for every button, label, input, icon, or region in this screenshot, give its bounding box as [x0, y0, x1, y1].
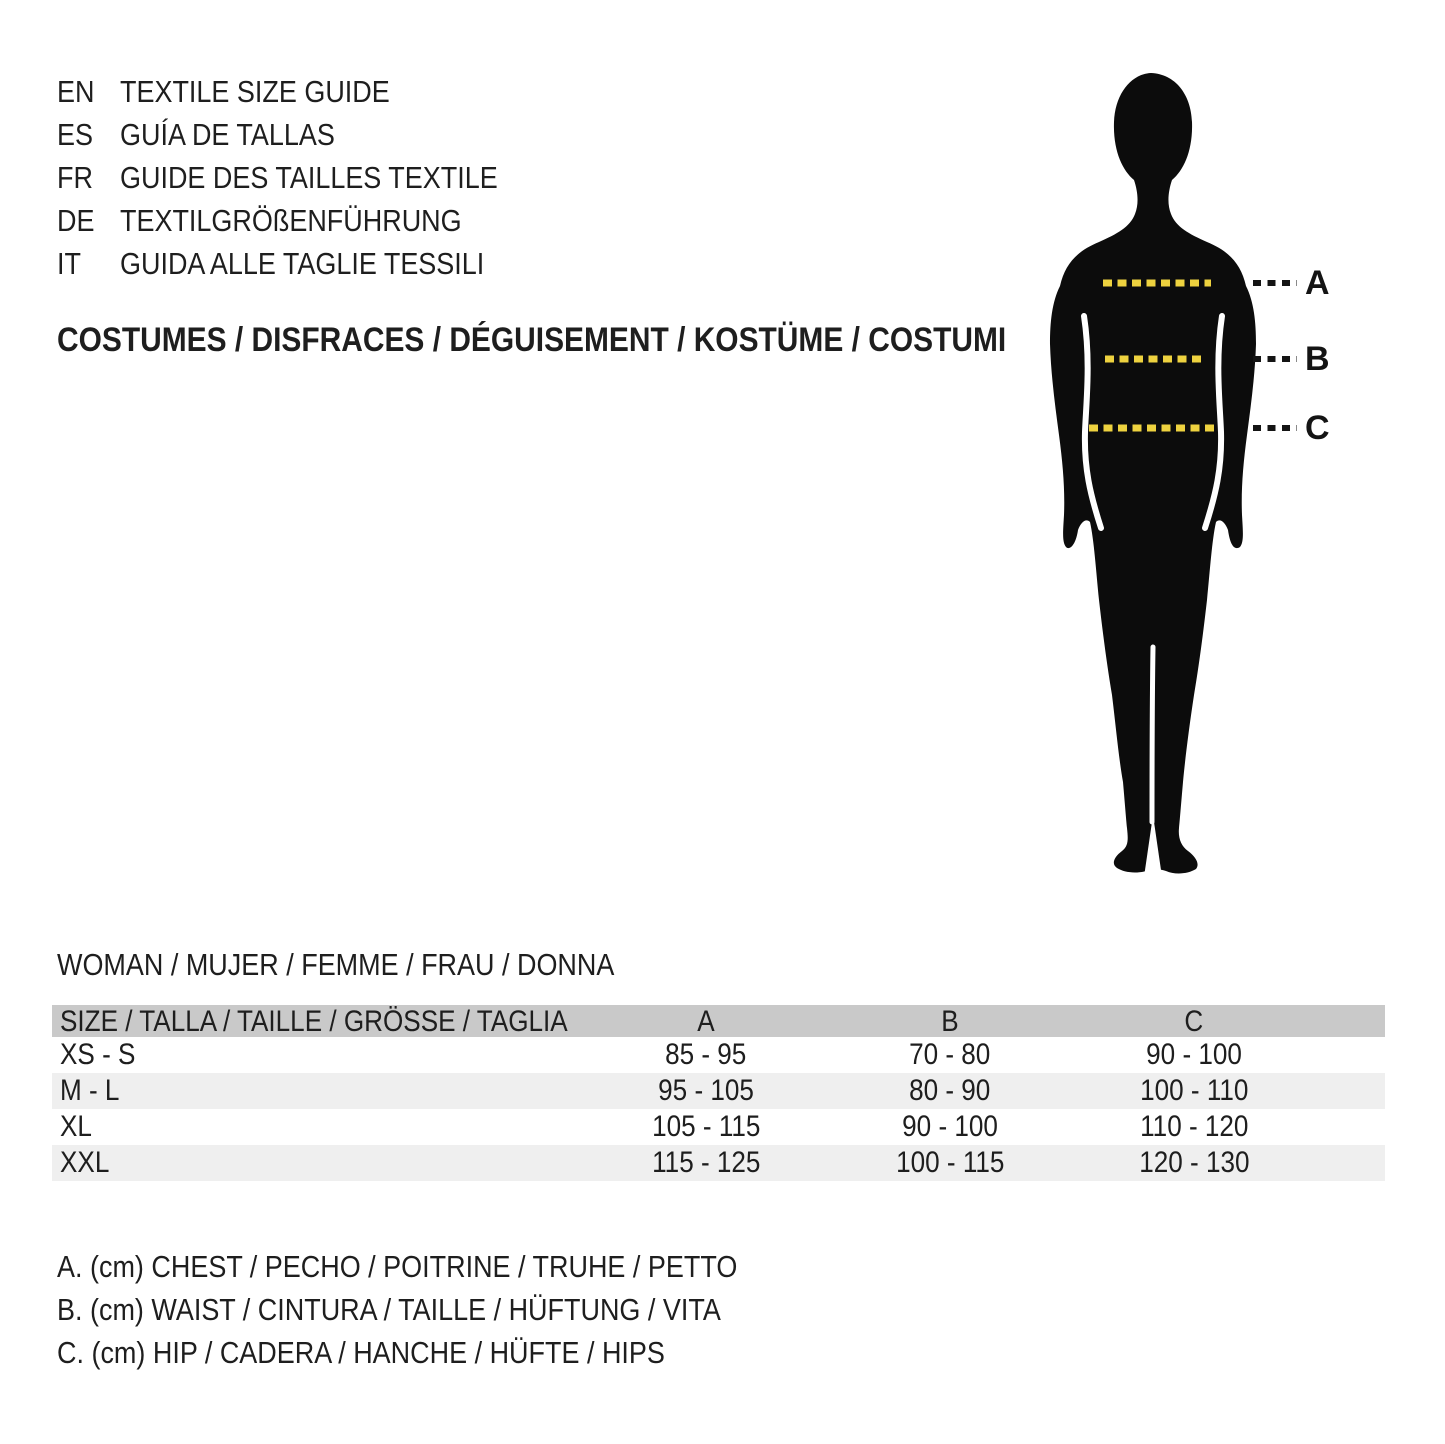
size-table-header-col-b: B [941, 1005, 959, 1038]
language-title-es: GUÍA DE TALLAS [120, 116, 335, 152]
size-table-header-col-c: C [1184, 1005, 1204, 1038]
language-code-en: EN [57, 73, 95, 109]
section-title-woman: WOMAN / MUJER / FEMME / FRAU / DONNA [57, 947, 615, 982]
size-table-row-m-l [52, 1073, 1385, 1109]
size-table-header-label: SIZE / TALLA / TAILLE / GRÖSSE / TAGLIA [60, 1005, 568, 1038]
value-a-cell: 105 - 115 [651, 1110, 761, 1143]
marker-a-label: A [1305, 264, 1330, 302]
language-row-fr [57, 156, 554, 199]
measurement-figure [1013, 70, 1443, 885]
legend-row-chest: A. (cm) CHEST / PECHO / POITRINE / TRUHE / PETTO [57, 1248, 738, 1284]
language-row-de [57, 199, 554, 242]
size-cell: XXL [60, 1146, 110, 1179]
language-title-de: TEXTILGRÖßENFÜHRUNG [120, 202, 462, 238]
marker-b-label: B [1305, 340, 1330, 378]
language-code-de: DE [57, 202, 95, 238]
value-b-cell: 70 - 80 [909, 1038, 991, 1071]
value-a-cell: 115 - 125 [651, 1146, 761, 1179]
language-code-es: ES [57, 116, 93, 152]
size-cell: M - L [60, 1074, 120, 1107]
value-a-cell: 95 - 105 [658, 1074, 754, 1107]
language-list [57, 70, 554, 285]
size-cell: XS - S [60, 1038, 136, 1071]
value-a-cell: 85 - 95 [665, 1038, 747, 1071]
size-table-row-xl [52, 1109, 1385, 1145]
language-title-fr: GUIDE DES TAILLES TEXTILE [120, 159, 498, 195]
language-row-es [57, 113, 554, 156]
size-table-header-col-a: A [697, 1005, 715, 1038]
value-b-cell: 100 - 115 [895, 1146, 1005, 1179]
value-c-cell: 120 - 130 [1138, 1146, 1250, 1179]
value-c-cell: 90 - 100 [1146, 1038, 1242, 1071]
category-line: COSTUMES / DISFRACES / DÉGUISEMENT / KOSTÜME / COSTUMI [57, 321, 1007, 359]
language-title-en: TEXTILE SIZE GUIDE [120, 73, 390, 109]
legend-row-waist: B. (cm) WAIST / CINTURA / TAILLE / HÜFTUNG / VITA [57, 1291, 721, 1327]
measurement-legend [57, 1245, 839, 1374]
legend-row-hip: C. (cm) HIP / CADERA / HANCHE / HÜFTE / HIPS [57, 1334, 665, 1370]
size-table [52, 1005, 1385, 1181]
language-code-it: IT [57, 245, 81, 281]
value-c-cell: 110 - 120 [1139, 1110, 1249, 1143]
size-table-row-xxl [52, 1145, 1385, 1181]
language-row-en [57, 70, 554, 113]
language-code-fr: FR [57, 159, 93, 195]
language-row-it [57, 242, 554, 285]
size-table-header-row [52, 1005, 1385, 1037]
leg-gap [1152, 647, 1153, 822]
language-title-it: GUIDA ALLE TAGLIE TESSILI [120, 245, 485, 281]
value-b-cell: 90 - 100 [902, 1110, 998, 1143]
value-c-cell: 100 - 110 [1139, 1074, 1249, 1107]
value-b-cell: 80 - 90 [909, 1074, 991, 1107]
woman-silhouette [1013, 70, 1313, 880]
size-table-row-xs-s [52, 1037, 1385, 1073]
marker-c-label: C [1305, 409, 1330, 447]
size-cell: XL [60, 1110, 92, 1143]
